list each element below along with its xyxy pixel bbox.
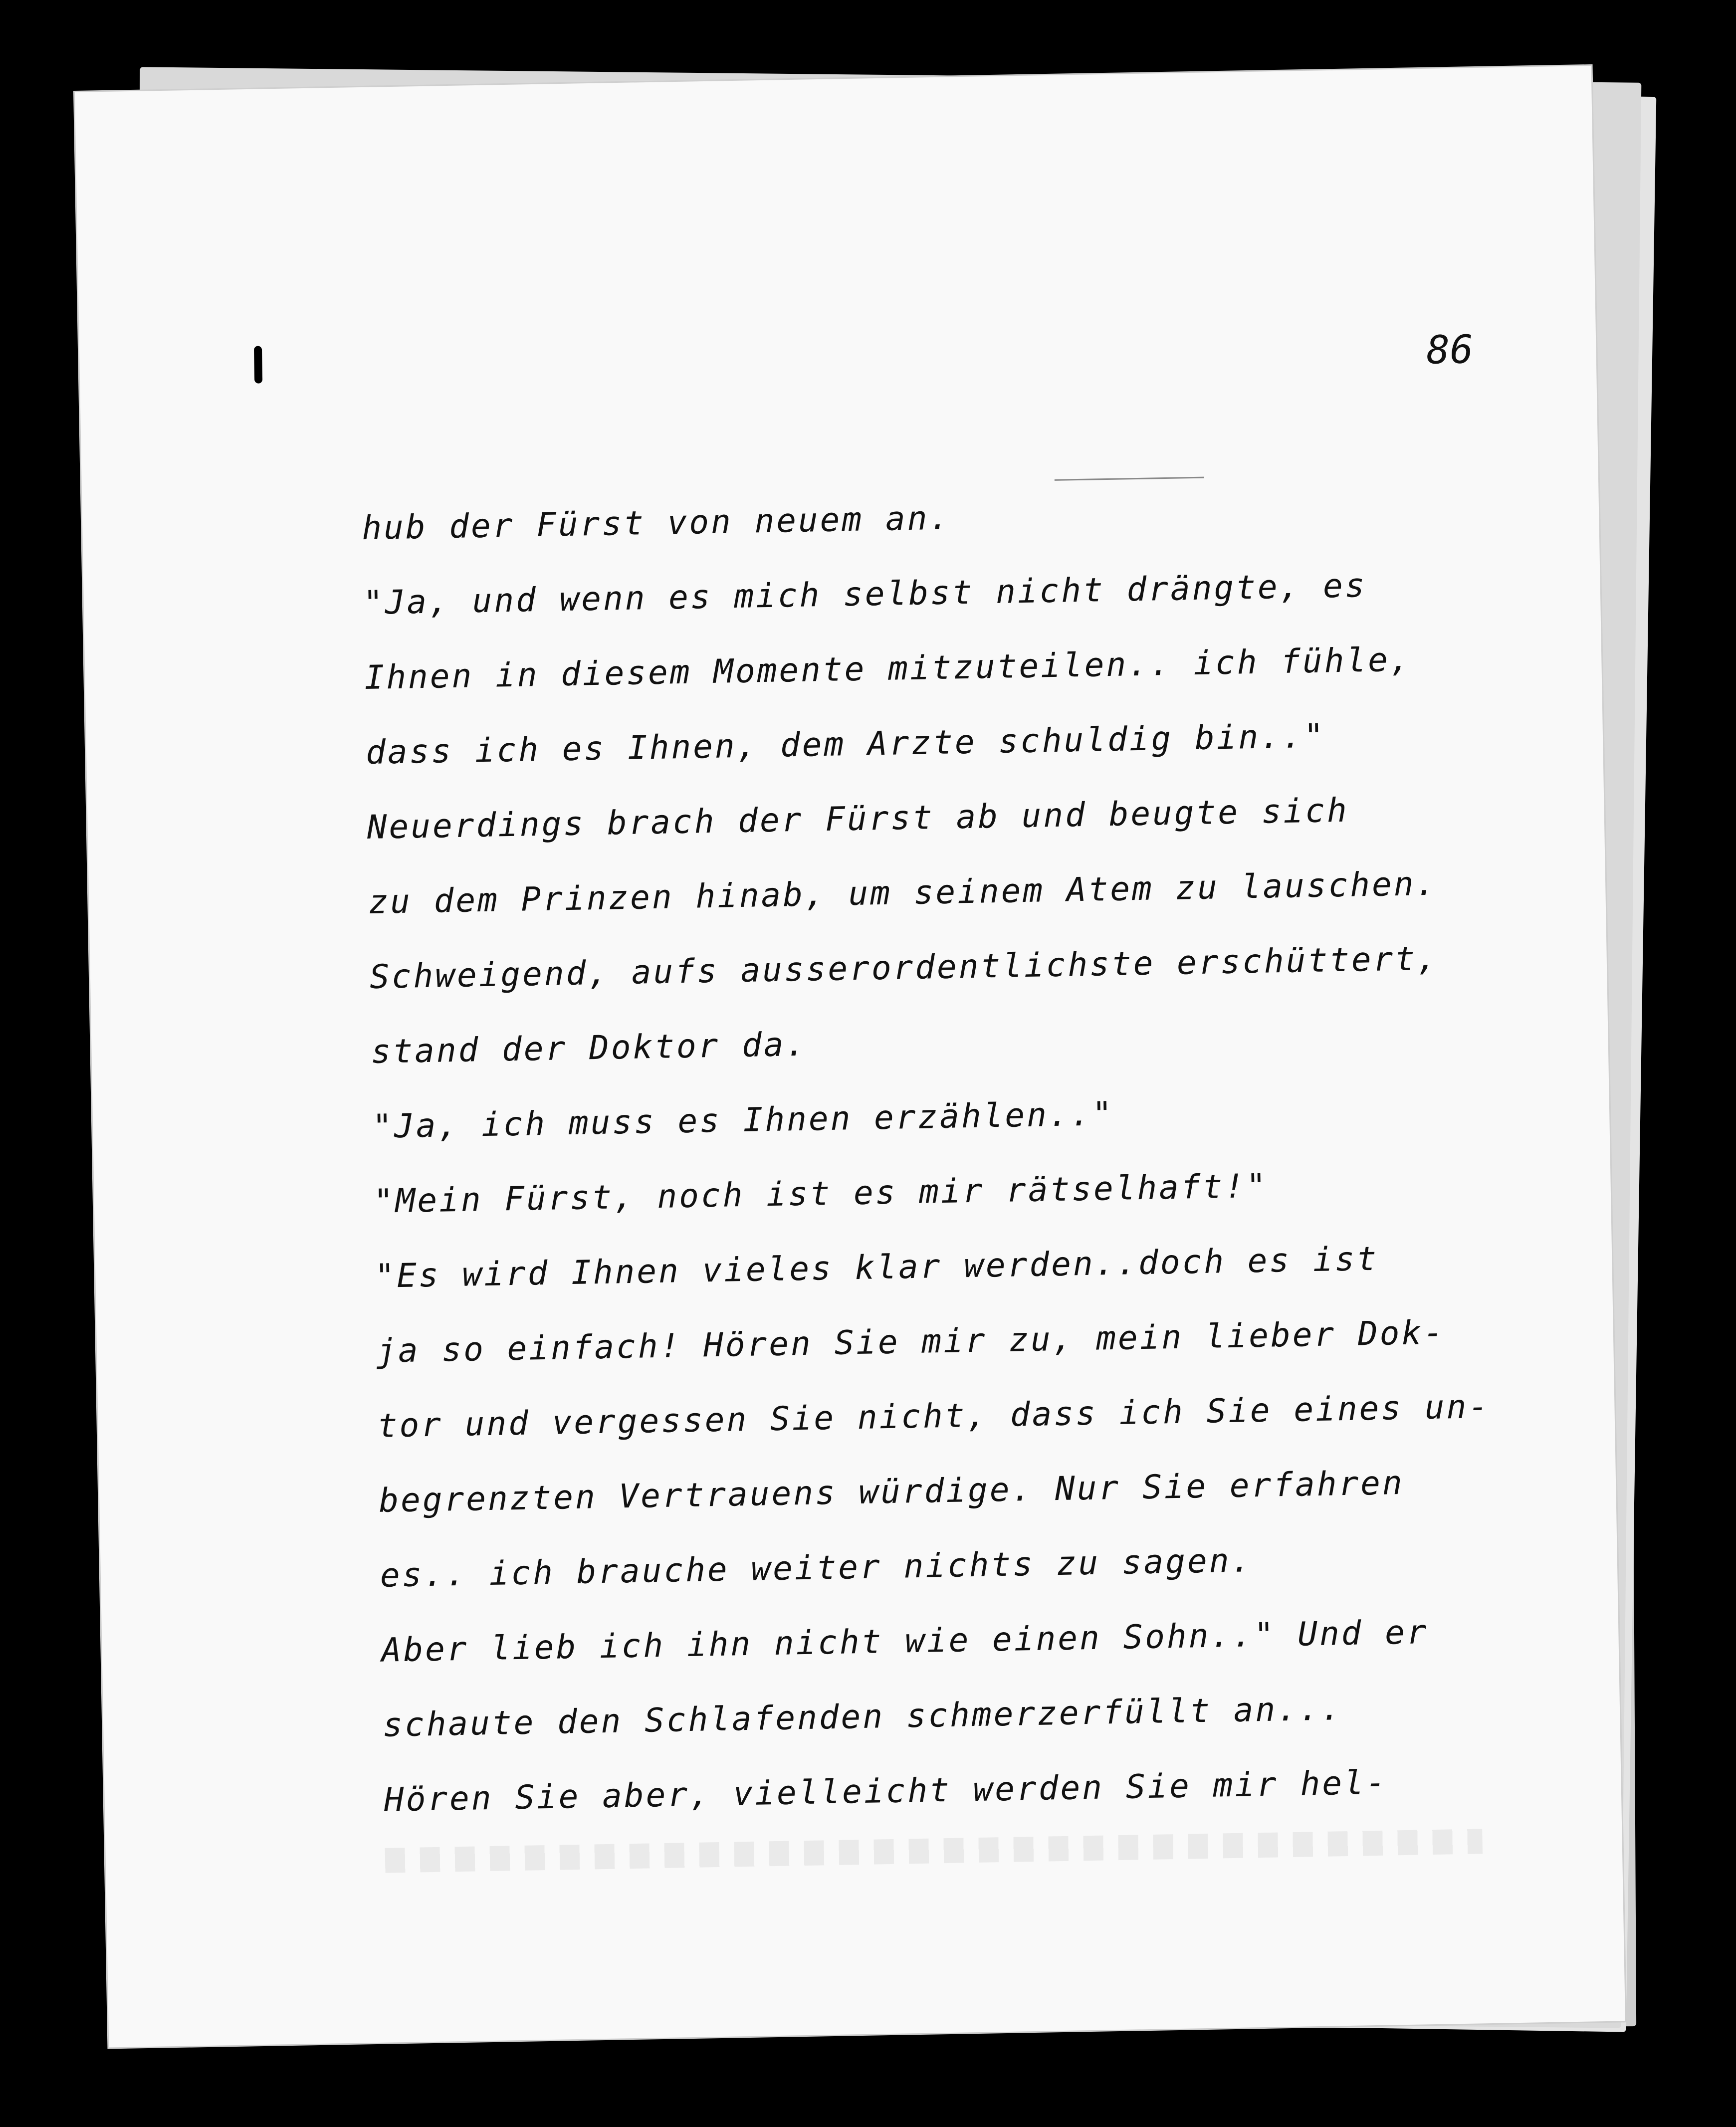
text-line: "Es wird Ihnen vieles klar werden..doch es ist [374,1239,1379,1295]
text-line: Hören Sie aber, vielleicht werden Sie mir hel- [384,1763,1388,1819]
text-line: ja so einfach! Hören Sie mir zu, mein lieber Dok- [376,1313,1446,1370]
text-line: "Ja, ich muss es Ihnen erzählen.." [372,1094,1114,1146]
text-line: Neuerdings brach der Fürst ab und beugte sich [367,791,1349,847]
body-text [361,487,1599,1819]
text-line: es.. ich brauche weiter nichts zu sagen. [380,1541,1253,1595]
text-line: Ihnen in diesem Momente mitzuteilen.. ich fühle, [364,640,1412,697]
text-line: hub der Fürst von neuem an. [361,498,951,548]
text-line: "Mein Fürst, noch ist es mir rätselhaft!" [373,1166,1269,1221]
margin-mark [254,346,262,384]
pencil-mark [1055,477,1204,481]
show-through-text [385,1829,1483,1873]
page-number: 86 [1426,327,1474,373]
text-line: zu dem Prinzen hinab, um seinem Atem zu lauschen. [368,864,1438,921]
text-line: stand der Doktor da. [370,1025,808,1071]
text-line: begrenzten Vertrauens würdige. Nur Sie erfahren [378,1463,1405,1520]
text-line: Schweigend, aufs ausserordentlichste erschüttert, [369,939,1439,996]
text-line: dass ich es Ihnen, dem Arzte schuldig bin.." [365,716,1326,772]
text-line: schaute den Schlafenden schmerzerfüllt an... [382,1689,1343,1744]
typewritten-page [75,66,1625,2047]
text-line: Aber lieb ich ihn nicht wie einen Sohn.." Und er [381,1613,1429,1670]
text-line: "Ja, und wenn es mich selbst nicht drängte, es [363,566,1367,623]
text-line: tor und vergessen Sie nicht, dass ich Sie eines un- [377,1387,1491,1445]
